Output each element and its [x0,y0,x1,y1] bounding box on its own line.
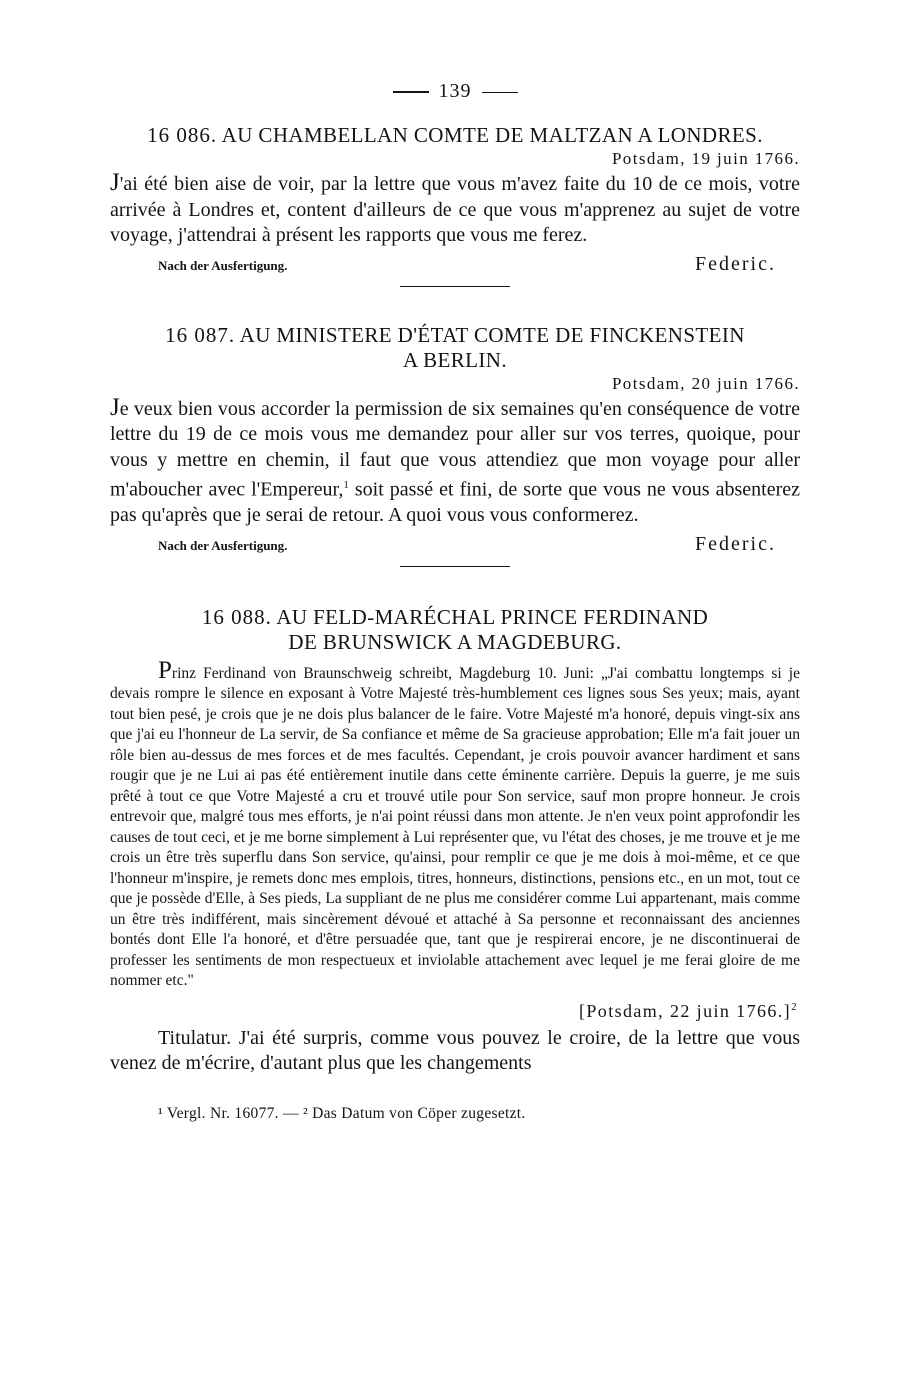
letter-number: 16 086. [147,123,218,147]
reply-text: Titulatur. J'ai été surpris, comme vous pouvez le croire, de la lettre que vous venez de m'écrire, d'autant plus que les changements [110,1026,800,1075]
dateline [110,996,800,1022]
signature-row [110,533,800,556]
dateline-text: [Potsdam, 22 juin 1766.] [578,1000,792,1021]
letter-title: AU CHAMBELLAN COMTE DE MALTZAN A LONDRES. [221,123,763,147]
signature: Federic. [695,532,776,555]
source-note: Nach der Ausfertigung. [158,257,288,273]
body-text: 'ai été bien aise de voir, par la lettre que vous m'avez faite du 10 de ce mois, votre arrivée à Londres et, content d'ailleurs de ce que vous m'apprenez au sujet de votre voyage, j'attendrai à présent les rapports que vous me ferez. [110,173,800,246]
initial-letter: J [110,393,120,421]
dateline: Potsdam, 20 juin 1766. [611,373,800,393]
page-number-dash-right [482,92,518,93]
body-text: e veux bien vous accorder la permission de six semaines qu'en conséquence de votre lettre du 19 de ce mois vous me demandez pour aller sur vos terres, quoique, pour vous y mettre en chemin, il faut que vous attendiez que mon voyage pour aller m'aboucher avec l'Empereur, [110,397,800,501]
letter-body [110,170,800,249]
source-note: Nach der Ausfertigung. [158,537,288,553]
page-number-dash-left [393,91,429,93]
letter-16086 [110,123,800,287]
page-number-text: 139 [438,80,472,102]
letter-heading [110,323,800,373]
signature-row [110,253,800,276]
page-number [110,80,800,103]
initial-letter: J [110,169,120,196]
footnote-marker: 2 [791,1000,798,1013]
quoted-letter [110,656,800,992]
signature: Federic. [695,252,776,275]
footnotes: ¹ Vergl. Nr. 16077. — ² Das Datum von Cöper zugesetzt. [158,1104,526,1122]
letter-16087 [110,323,800,567]
body-text-continued: soit passé et fini, de sorte que vous ne vous absenterez pas qu'après que je serai de retour. A quoi vous vous conformerez. [110,478,800,527]
letter-title-line2: DE BRUNSWICK A MAGDEBURG. [288,629,622,654]
letter-heading [110,605,800,655]
letter-number: 16 088. [201,604,272,629]
document-page [110,80,800,1123]
letter-body [110,395,800,529]
letter-title-line1: AU FELD-MARÉCHAL PRINCE FERDINAND [276,604,709,629]
letter-heading [110,123,800,148]
letter-number: 16 087. [165,322,236,347]
quoted-text: rinz Ferdinand von Braunschweig schreibt, Magdeburg 10. Juni: „J'ai combattu longtemps si je devais rompre le silence en exposant à Votre Majesté très-humblement ces lignes sous Ses yeux; mais, ayant tout bien pesé, je crois que je ne dois plus balancer de le faire. Votre Majesté m'a honoré, depuis vingt-six ans que j'ai eu l'honneur de La servir, de Sa confiance et même de Sa gracieuse approbation; Elle m'a fait jouer un rôle bien au-dessus de mes forces et de mes facultés. Cependant, je crois pouvoir avancer hardiment et sans rougir que je ne Lui ai pas été entièrement inutile dans cette éminente carrière. Depuis la guerre, je me suis prêté à tout ce que Votre Majesté a cru et trouvé utile pour Son service, sauf mon propre honneur. Je crois entrevoir que, malgré tous mes efforts, je n'ai point réussi dans mon attente. Je n'en veux point approfondir les causes de tout ceci, et je me borne simplement à Lui représenter que, vu l'état des choses, je me trouve et je me crois un être très superflu dans Son service, qu'ainsi, pour remplir ce que je me dois à moi-même, et ce que l'honneur m'inspire, je remets donc mes emplois, titres, honneurs, distinctions, pensions etc., en un mot, tout ce que je possède d'Elle, à Ses pieds, La suppliant de ne plus me considérer comme Lui appartenant, mais comme un être très indifférent, mais sincèrement dévoué et attaché à Sa personne et reconnaissant des anciennes bontés dont Elle l'a honoré, et d'être persuadée que, tant que je respirerai encore, je ne discontinuerai de professer les sentiments de mon respectueux et inviolable attachement avec lequel je me ferai gloire de me nommer etc." [110,664,800,990]
letter-title-line2: A BERLIN. [403,347,507,372]
letter-title-line1: AU MINISTERE D'ÉTAT COMTE DE FINCKENSTEIN [239,322,745,347]
dateline: Potsdam, 19 juin 1766. [611,149,800,168]
footnote-marker: 1 [343,479,349,491]
letter-16088 [110,605,800,1077]
initial-letter: P [158,656,172,684]
